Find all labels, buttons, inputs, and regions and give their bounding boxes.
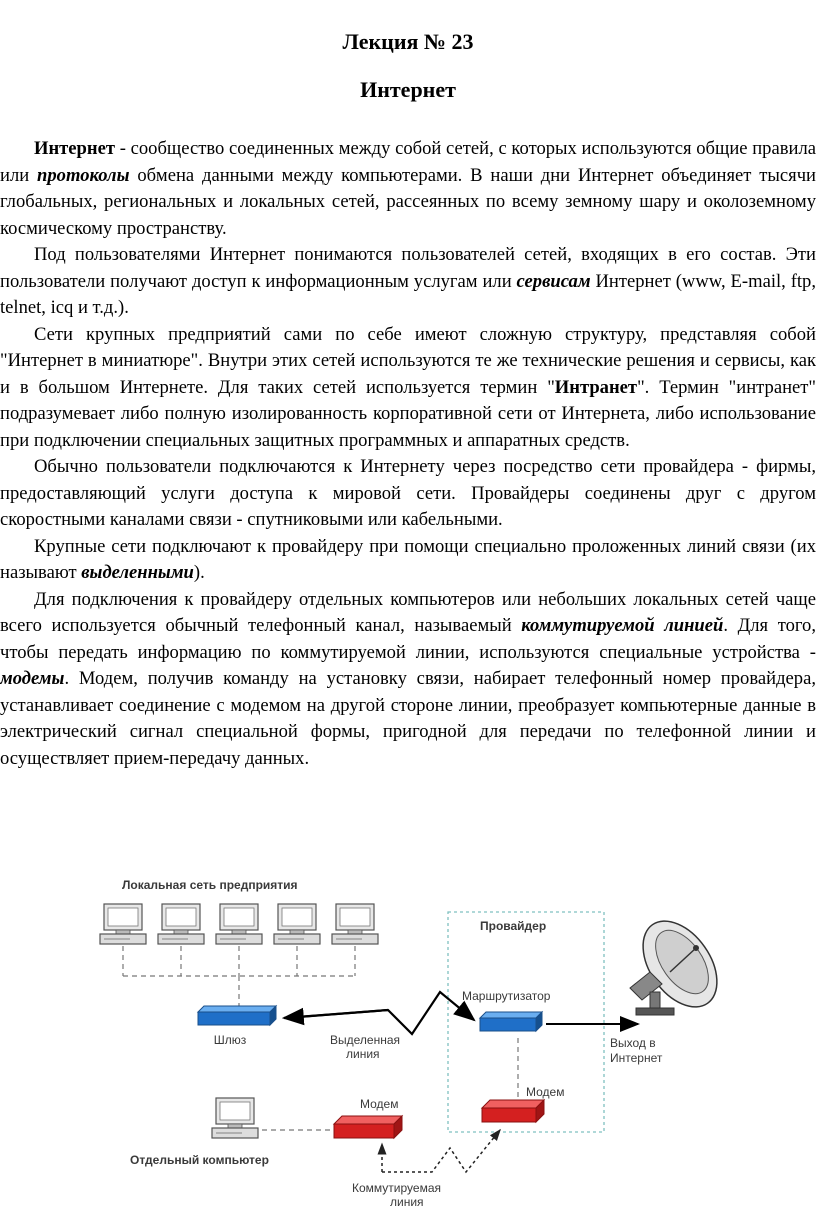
network-diagram (90, 872, 730, 1222)
paragraph-text: . Для того, чтобы передать информацию по коммутируемой линии, используются специальные устройства - (0, 615, 816, 663)
term-dialup: коммутируемой линией (521, 615, 724, 636)
lan-bus (123, 946, 355, 1008)
paragraph-text: обмена данными между компьютерами. В наши дни Интернет объединяет тысячи глобальных, региональных и локальных сетей, рассеянных по всему земному шару и околоземному космическому пространству. (0, 164, 816, 239)
paragraph-text: Для подключения к провайдеру отдельных компьютеров или небольших локальных сетей чаще всего используется обычный телефонный канал, называемый (0, 588, 816, 636)
body-text (0, 136, 816, 772)
lan-computer-icon (274, 904, 320, 944)
satellite-dish-icon (628, 907, 730, 1020)
gateway-device-icon (198, 1006, 276, 1025)
lan-computer-icon (332, 904, 378, 944)
standalone-computer-icon (212, 1098, 258, 1138)
internet-exit-label: Интернет (610, 1051, 663, 1065)
gateway-label: Шлюз (213, 1033, 247, 1047)
client-modem-label: Модем (360, 1097, 399, 1111)
router-device-icon (480, 1012, 542, 1031)
lan-label: Локальная сеть предприятия (122, 878, 298, 892)
router-label: Маршрутизатор (462, 989, 551, 1003)
leased-line (286, 992, 474, 1034)
term-internet: Интернет (34, 138, 116, 159)
paragraph-6 (0, 587, 816, 773)
lan-computer-icon (100, 904, 146, 944)
internet-exit-label: Выход в (610, 1036, 656, 1050)
paragraph-text: ". Термин "интранет" подразумевает либо полную изолированность корпоративной сети от Интернета, либо использование при подключении специальных защитных программных и аппаратных средств. (0, 376, 816, 451)
client-modem-icon (334, 1116, 402, 1138)
paragraph-text: Интернет (www, E-mail, ftp, telnet, icq и т.д.). (0, 270, 816, 318)
term-services: сервисам (516, 270, 591, 292)
provider-label: Провайдер (480, 919, 547, 933)
paragraph-text: Крупные сети подключают к провайдеру при помощи специально проложенных линий связи (их называют (0, 535, 816, 583)
lan-computer-icon (158, 904, 204, 944)
paragraph-5 (0, 534, 816, 587)
provider-modem-icon (482, 1100, 544, 1122)
term-intranet: Интранет (554, 376, 638, 398)
paragraph-text: Под пользователями Интернет понимаются пользователей сетей, входящих в его состав. Эти пользователи получают доступ к информационным услугам или (0, 244, 816, 292)
term-protocols: протоколы (37, 164, 130, 186)
term-modems: модемы (0, 668, 65, 689)
paragraph-text: Сети крупных предприятий сами по себе имеют сложную структуру, представляя собой "Интернет в миниатюре". Внутри этих сетей используются те же технические решения и сервисы, как и в большом Интернете. Для таких сетей используется термин " (0, 323, 816, 398)
leased-line-arrow (284, 1010, 388, 1018)
paragraph-text: ). (193, 562, 205, 583)
page-subtitle: Интернет (360, 77, 456, 102)
paragraph-1 (0, 136, 816, 242)
standalone-computer-label: Отдельный компьютер (130, 1153, 269, 1167)
paragraph-3 (0, 322, 816, 455)
paragraph-4: Обычно пользователи подключаются к Интернету через посредство сети провайдера - фирмы, предоставляющий услуги доступа к мировой сети. Провайдеры соединены друг с другом скоростными каналами связи - спутниковыми или кабельными. (0, 456, 816, 530)
paragraph-2 (0, 242, 816, 322)
dialup-line-label: Коммутируемая (352, 1181, 441, 1195)
leased-line-label: линия (346, 1047, 380, 1061)
dialup-line-label: линия (390, 1195, 424, 1209)
dialup-line (382, 1130, 500, 1172)
term-leased: выделенными (81, 562, 194, 583)
leased-line-label: Выделенная (330, 1033, 401, 1047)
paragraph-text: - сообщество соединенных между собой сетей, с которых используются общие правила или (0, 138, 816, 186)
paragraph-text: . Модем, получив команду на установку связи, набирает телефонный номер провайдера, устанавливает соединение с модемом на другой стороне линии, преобразует компьютерные данные в электрический сигнал специальной формы, пригодной для передачи по телефонной линии и осуществляет прием-передачу данных. (0, 668, 816, 769)
lan-computer-icon (216, 904, 262, 944)
provider-modem-label: Модем (526, 1085, 565, 1099)
page-title: Лекция № 23 (342, 29, 474, 54)
